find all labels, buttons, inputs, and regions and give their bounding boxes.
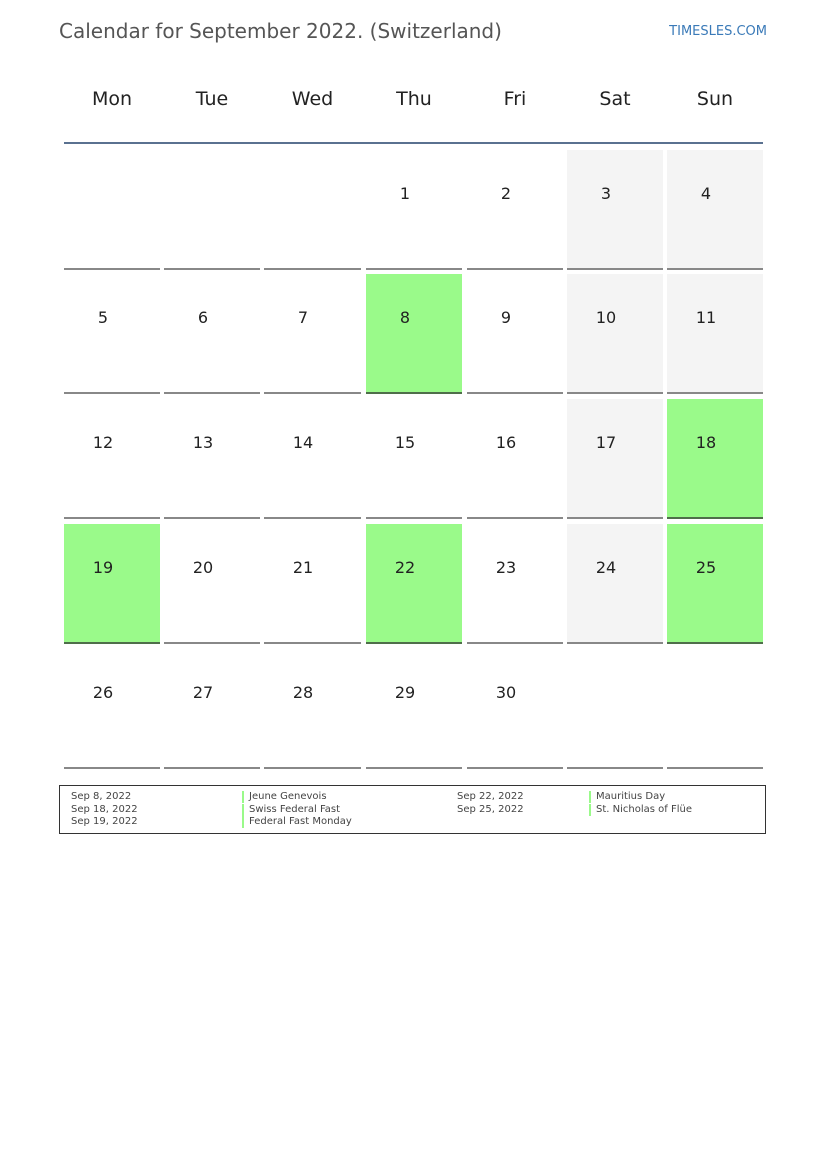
day-cell-1[interactable] [366,150,462,270]
weekday-header-row [64,88,763,142]
weekday-thu: Thu [396,88,432,110]
day-number: 23 [495,558,517,577]
day-number: 30 [495,683,517,702]
holiday-date: Sep 18, 2022 [71,803,138,815]
holiday-entry [589,804,692,817]
weekday-sat: Sat [599,88,631,110]
day-cell-11[interactable] [667,274,763,394]
day-number: 25 [695,558,717,577]
day-number: 20 [192,558,214,577]
day-cell-7[interactable] [264,274,361,394]
day-number: 15 [394,433,416,452]
legend-names-left [242,791,352,829]
weekday-wed: Wed [291,88,334,110]
day-number: 4 [700,184,712,203]
holiday-entry [589,791,692,804]
day-number: 5 [97,308,109,327]
day-cell-6[interactable] [164,274,260,394]
weekday-fri: Fri [503,88,527,110]
day-number: 27 [192,683,214,702]
day-number: 10 [595,308,617,327]
day-number: 1 [399,184,411,203]
day-number: 6 [197,308,209,327]
holiday-color-marker [589,804,591,816]
day-cell-13[interactable] [164,399,260,519]
legend-dates-left [71,791,138,829]
day-cell-12[interactable] [64,399,160,519]
holiday-name: Swiss Federal Fast [249,803,341,815]
day-cell-empty [567,649,663,769]
holiday-entry [242,816,352,829]
day-cell-17[interactable] [567,399,663,519]
day-number: 22 [394,558,416,577]
day-number: 24 [595,558,617,577]
day-cell-9[interactable] [467,274,563,394]
day-number: 28 [292,683,314,702]
day-cell-10[interactable] [567,274,663,394]
day-number: 29 [394,683,416,702]
holiday-date: Sep 19, 2022 [71,816,138,827]
day-number: 11 [695,308,717,327]
day-number: 16 [495,433,517,452]
day-number: 14 [292,433,314,452]
holiday-color-marker [589,791,591,803]
day-number: 3 [600,184,612,203]
day-cell-26[interactable] [64,649,160,769]
holiday-name: Federal Fast Monday [249,816,352,827]
legend-dates-right [457,791,524,816]
day-cell-19[interactable] [64,524,160,644]
header-divider [64,142,763,144]
holiday-color-marker [242,816,244,828]
day-cell-15[interactable] [366,399,462,519]
day-number: 2 [500,184,512,203]
holiday-name: St. Nicholas of Flüe [596,803,692,815]
day-number: 17 [595,433,617,452]
holiday-color-marker [242,791,244,803]
weekday-mon: Mon [91,88,133,110]
day-cell-16[interactable] [467,399,563,519]
day-number: 19 [92,558,114,577]
day-cell-23[interactable] [467,524,563,644]
day-number: 26 [92,683,114,702]
day-cell-20[interactable] [164,524,260,644]
holiday-name: Mauritius Day [596,791,666,802]
day-cell-27[interactable] [164,649,260,769]
day-cell-empty [264,150,361,270]
holiday-entry [242,804,352,817]
day-cell-4[interactable] [667,150,763,270]
day-number: 7 [297,308,309,327]
day-cell-29[interactable] [366,649,462,769]
day-cell-empty [667,649,763,769]
weekday-tue: Tue [195,88,229,110]
holiday-legend [59,785,766,834]
day-cell-28[interactable] [264,649,361,769]
page-title: Calendar for September 2022. (Switzerland) [59,19,502,43]
day-number: 13 [192,433,214,452]
holiday-date: Sep 25, 2022 [457,803,524,815]
day-cell-5[interactable] [64,274,160,394]
day-number: 12 [92,433,114,452]
day-cell-empty [64,150,160,270]
brand-link[interactable]: TIMESLES.COM [669,24,767,39]
day-cell-30[interactable] [467,649,563,769]
day-cell-2[interactable] [467,150,563,270]
day-cell-21[interactable] [264,524,361,644]
day-number: 18 [695,433,717,452]
day-cell-3[interactable] [567,150,663,270]
day-number: 9 [500,308,512,327]
holiday-date: Sep 8, 2022 [71,791,132,802]
day-cell-empty [164,150,260,270]
holiday-name: Jeune Genevois [249,791,327,802]
day-cell-22[interactable] [366,524,462,644]
day-cell-25[interactable] [667,524,763,644]
holiday-entry [242,791,352,804]
day-number: 21 [292,558,314,577]
day-number: 8 [399,308,411,327]
legend-names-right [589,791,692,816]
day-cell-14[interactable] [264,399,361,519]
day-cell-24[interactable] [567,524,663,644]
holiday-color-marker [242,804,244,816]
day-cell-8[interactable] [366,274,462,394]
weekday-sun: Sun [696,88,734,110]
holiday-date: Sep 22, 2022 [457,791,524,802]
day-cell-18[interactable] [667,399,763,519]
